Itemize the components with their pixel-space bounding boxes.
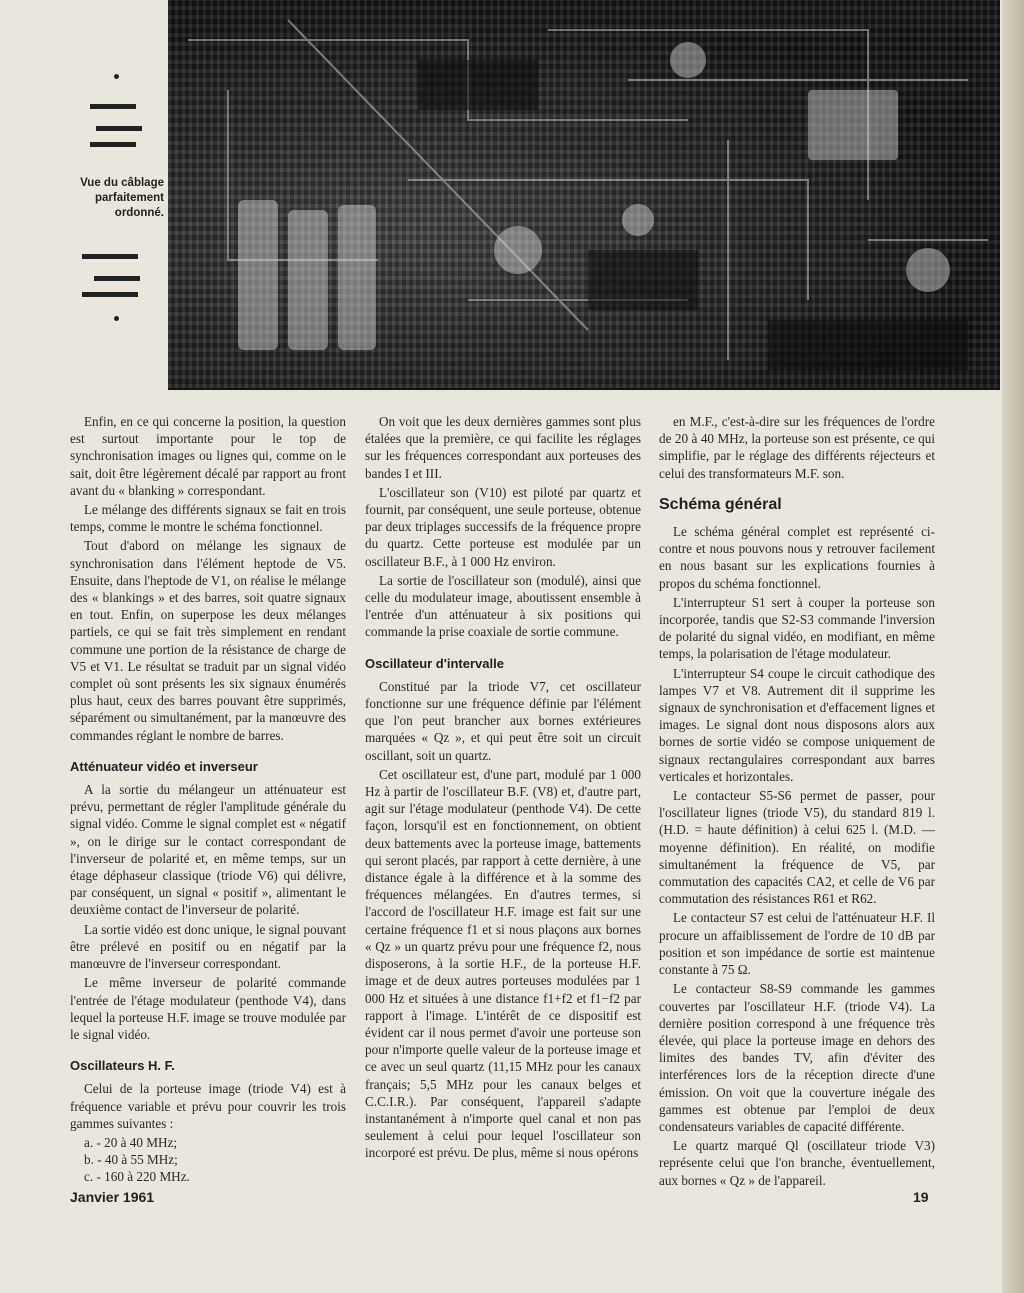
paragraph: La sortie de l'oscillateur son (modulé), ainsi que celle du modulateur image, aboutissent ensemble à l'entrée d'un atténuateur à six positions qui commande la prise coaxiale de sortie commune.: [365, 572, 641, 640]
section-heading: Schéma général: [659, 495, 782, 513]
list-item: c. - 160 à 220 MHz.: [84, 1169, 190, 1185]
paragraph: Constitué par la triode V7, cet oscillateur fonctionne sur une fréquence définie par l'élément que l'on peut brancher aux bornes extérieures marquées « Qz », et qui peut être soit un circuit oscillant, soit un quartz.: [365, 678, 641, 763]
caption-bar: [96, 126, 142, 131]
paragraph: Le même inverseur de polarité commande l'entrée de l'étage modulateur (penthode V4), dans lequel la porteuse H.F. image se trouve modulée par le signal vidéo.: [70, 975, 346, 1042]
paragraph: Celui de la porteuse image (triode V4) est à fréquence variable et prévu pour couvrir les trois gammes suivantes :: [70, 1081, 346, 1131]
list-item: b. - 40 à 55 MHz;: [84, 1152, 178, 1168]
paragraph: en M.F., c'est-à-dire sur les fréquences de l'ordre de 20 à 40 MHz, la porteuse son est présente, ce qui simplifie, par le réglage des différents réjecteurs et celui des transformateurs M.F. son.: [659, 414, 935, 481]
issue-date: Janvier 1961: [70, 1189, 155, 1205]
column-3: [659, 413, 935, 1191]
photo-caption: Vue du câblage parfaitement ordonné.: [80, 177, 164, 219]
wiring-photo-texture: [168, 0, 1000, 388]
list-item: a. - 20 à 40 MHz;: [84, 1134, 178, 1150]
frequency-range-list: [70, 1134, 346, 1186]
caption-bar: [82, 292, 138, 297]
column-2: [365, 413, 641, 1164]
caption-bar: [90, 104, 136, 109]
caption-bar: [90, 142, 136, 147]
caption-dot-top: [114, 74, 119, 79]
paragraph: Le mélange des différents signaux se fait en trois temps, comme le montre le schéma fonctionnel.: [70, 502, 346, 535]
paragraph: Enfin, en ce qui concerne la position, la question est surtout importante pour le top de synchronisation images ou lignes qui, comme on le sait, doit être légèrement décalé par rapport au front avant du « blanking » correspondant.: [70, 414, 346, 498]
section-heading: Atténuateur vidéo et inverseur: [70, 758, 258, 774]
caption-dot-bottom: [114, 316, 119, 321]
page-edge: [1002, 0, 1024, 1293]
paragraph: Le contacteur S5-S6 permet de passer, pour l'oscillateur lignes (triode V5), du standard 819 l. (H.D. = haute définition) à celui 625 l. (M.D. — moyenne définition). En réalité, on modifie simultanément la fréquence de V5, par commutation des capacités CA2, et celle de V6 par commutation des résistances R61 et R62.: [659, 788, 935, 907]
paragraph: On voit que les deux dernières gammes sont plus étalées que la première, ce qui facilite les réglages sur les fréquences correspondant aux porteuses des bandes I et III.: [365, 414, 641, 481]
page-number: 19: [913, 1189, 929, 1205]
paragraph: A la sortie du mélangeur un atténuateur est prévu, permettant de régler l'amplitude générale du signal vidéo. Comme le signal complet est « négatif », on le dirige sur le contact correspondant de l'inverseur de polarité et, en même temps, sur un étage déphaseur classique (triode V6) qui délivre, par conséquent, un signal « positif », alimentant le deuxième contact de l'inverseur de polarité.: [70, 782, 346, 918]
paragraph: Le contacteur S8-S9 commande les gammes couvertes par l'oscillateur H.F. (triode V4). La dernière position correspond à une fréquence très élevée, qui place la porteuse image en dehors des limites des bandes TV, afin d'éviter des interférences lors de la réception directe d'une émission. On voit que la couverture inégale des gammes est obtenue par l'emploi de deux condensateurs variables de capacité différente.: [659, 981, 935, 1134]
paragraph: Le contacteur S7 est celui de l'atténuateur H.F. Il procure un affaiblissement de l'ordre de 10 dB par position et son impédance de sortie est maintenue constante à 75 Ω.: [659, 910, 935, 978]
caption-bar: [94, 276, 140, 281]
column-1: [70, 413, 346, 1186]
paragraph: La sortie vidéo est donc unique, le signal pouvant être prélevé en positif ou en négatif par la manœuvre de l'inverseur correspondant.: [70, 921, 346, 972]
caption-bar: [82, 254, 138, 259]
paragraph: L'interrupteur S4 coupe le circuit cathodique des lampes V7 et V8. Autrement dit il supprime les signaux de synchronisation et d'effacement lignes et images. Le signal dont nous disposons alors aux bornes de sortie vidéo se compose uniquement de signaux rectangulaires correspondant aux barres verticales et horizontales.: [659, 665, 935, 784]
paragraph: Le schéma général complet est représenté ci-contre et nous pouvons nous y retrouver facilement en nous basant sur les explications fournies à propos du schéma fonctionnel.: [659, 524, 935, 591]
section-heading: Oscillateurs H. F.: [70, 1058, 175, 1074]
wiring-photo: [168, 0, 1000, 390]
paragraph: Le quartz marqué Ql (oscillateur triode V3) représente celui que l'on branche, éventuellement, aux bornes « Qz » de l'appareil.: [659, 1138, 935, 1188]
paragraph: L'interrupteur S1 sert à couper la porteuse son incorporée, tandis que S2-S3 commande l'inversion de polarité du signal vidéo, en modifiant, en même temps, la polarisation de l'étage modulateur.: [659, 594, 935, 662]
paragraph: Tout d'abord on mélange les signaux de synchronisation dans l'élément heptode de V5. Ensuite, dans l'heptode de V1, on réalise le mélange des « blankings » et des barres, soit quatre signaux en tout. Enfin, on superpose les deux mélanges partiels, ce qui se fait très simplement en rendant commune une portion de la résistance de charge de V5 et V1. Le résultat se traduit par un signal vidéo complet où sont présents les six signaux énumérés plus haut, ceux des barres pouvant être supprimés, séparément ou simultanément, par la manœuvre des commandes réglant le nombre de barres.: [70, 538, 346, 743]
section-heading: Oscillateur d'intervalle: [365, 655, 504, 671]
paragraph: Cet oscillateur est, d'une part, modulé par 1 000 Hz à partir de l'oscillateur B.F. (V8) et, d'autre part, agit sur l'étage modulateur (penthode V4). De cette façon, lorsqu'il est en fonctionnement, on obtient deux battements avec la porteuse image, battements qui seront placés, par rapport à cette dernière, à une distance égale à la différence et à la somme des fréquences mélangées. En d'autres termes, si l'accord de l'oscillateur H.F. image est fait sur une certaine fréquence f1 et si nous plaçons aux bornes « Qz » un quartz prévu pour une fréquence f2, nous disposerons, à la sortie H.F., de la porteuse H.F. image et de deux autres porteuses modulées par 1 000 Hz et situées à une distance f1+f2 et f1−f2 par rapport à l'image. L'intérêt de ce dispositif est évident car il nous permet d'avoir une porteuse son pour n'importe quelle valeur de la porteuse image et ce avec un seul quartz (11,15 MHz pour les canaux français; 5,5 MHz pour les canaux belges et C.C.I.R.). Par conséquent, l'appareil s'adapte instantanément à n'importe quel canal et non pas seulement à celui pour lequel l'oscillateur son incorporé est prévu. De plus, même si nous opérons: [365, 766, 641, 1161]
paragraph: L'oscillateur son (V10) est piloté par quartz et fournit, par conséquent, une seule porteuse, obtenue par deux triplages successifs de la fréquence propre du quartz. Cette porteuse est modulée par un oscillateur B.F., à 1 000 Hz environ.: [365, 484, 641, 569]
